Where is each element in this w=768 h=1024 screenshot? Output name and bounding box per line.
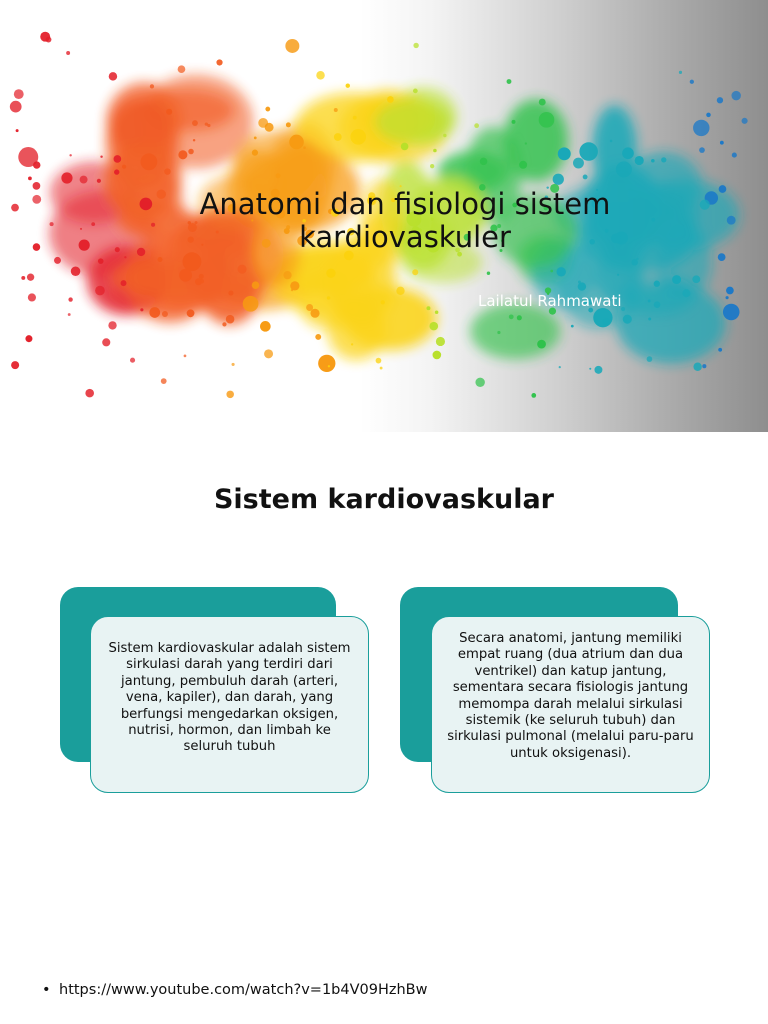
title-slide [0, 0, 768, 432]
bullet: • [42, 982, 51, 998]
title-line-2: kardiovaskuler [299, 220, 511, 254]
card-1 [90, 616, 369, 793]
content-slide [0, 432, 768, 842]
presentation-title [120, 188, 690, 254]
card-1-text: Sistem kardiovaskular adalah sistem sirkulasi darah yang terdiri dari jantung, pembuluh darah (arteri, vena, kapiler), dan darah, yang berfungsi mengedarkan oksigen, nutrisi, hormon, dan limbah ke seluruh tubuh [108, 641, 351, 755]
card-2 [431, 616, 710, 793]
list-item [42, 982, 428, 998]
title-line-1: Anatomi dan fisiologi sistem [199, 187, 611, 221]
reference-slide [0, 842, 768, 1024]
video-link[interactable]: https://www.youtube.com/watch?v=1b4V09HzhBw [59, 982, 428, 998]
author-name: Lailatul Rahmawati [478, 292, 622, 310]
card-2-text: Secara anatomi, jantung memiliki empat ruang (dua atrium dan dua ventrikel) dan katup jantung, sementara secara fisiologis jantung memompa darah melalui sirkulasi sistemik (ke seluruh tubuh) dan sirkulasi pulmonal (melalui paru-paru untuk oksigenasi). [447, 631, 694, 761]
slide-heading: Sistem kardiovaskular [213, 484, 554, 515]
reference-list [42, 982, 428, 998]
